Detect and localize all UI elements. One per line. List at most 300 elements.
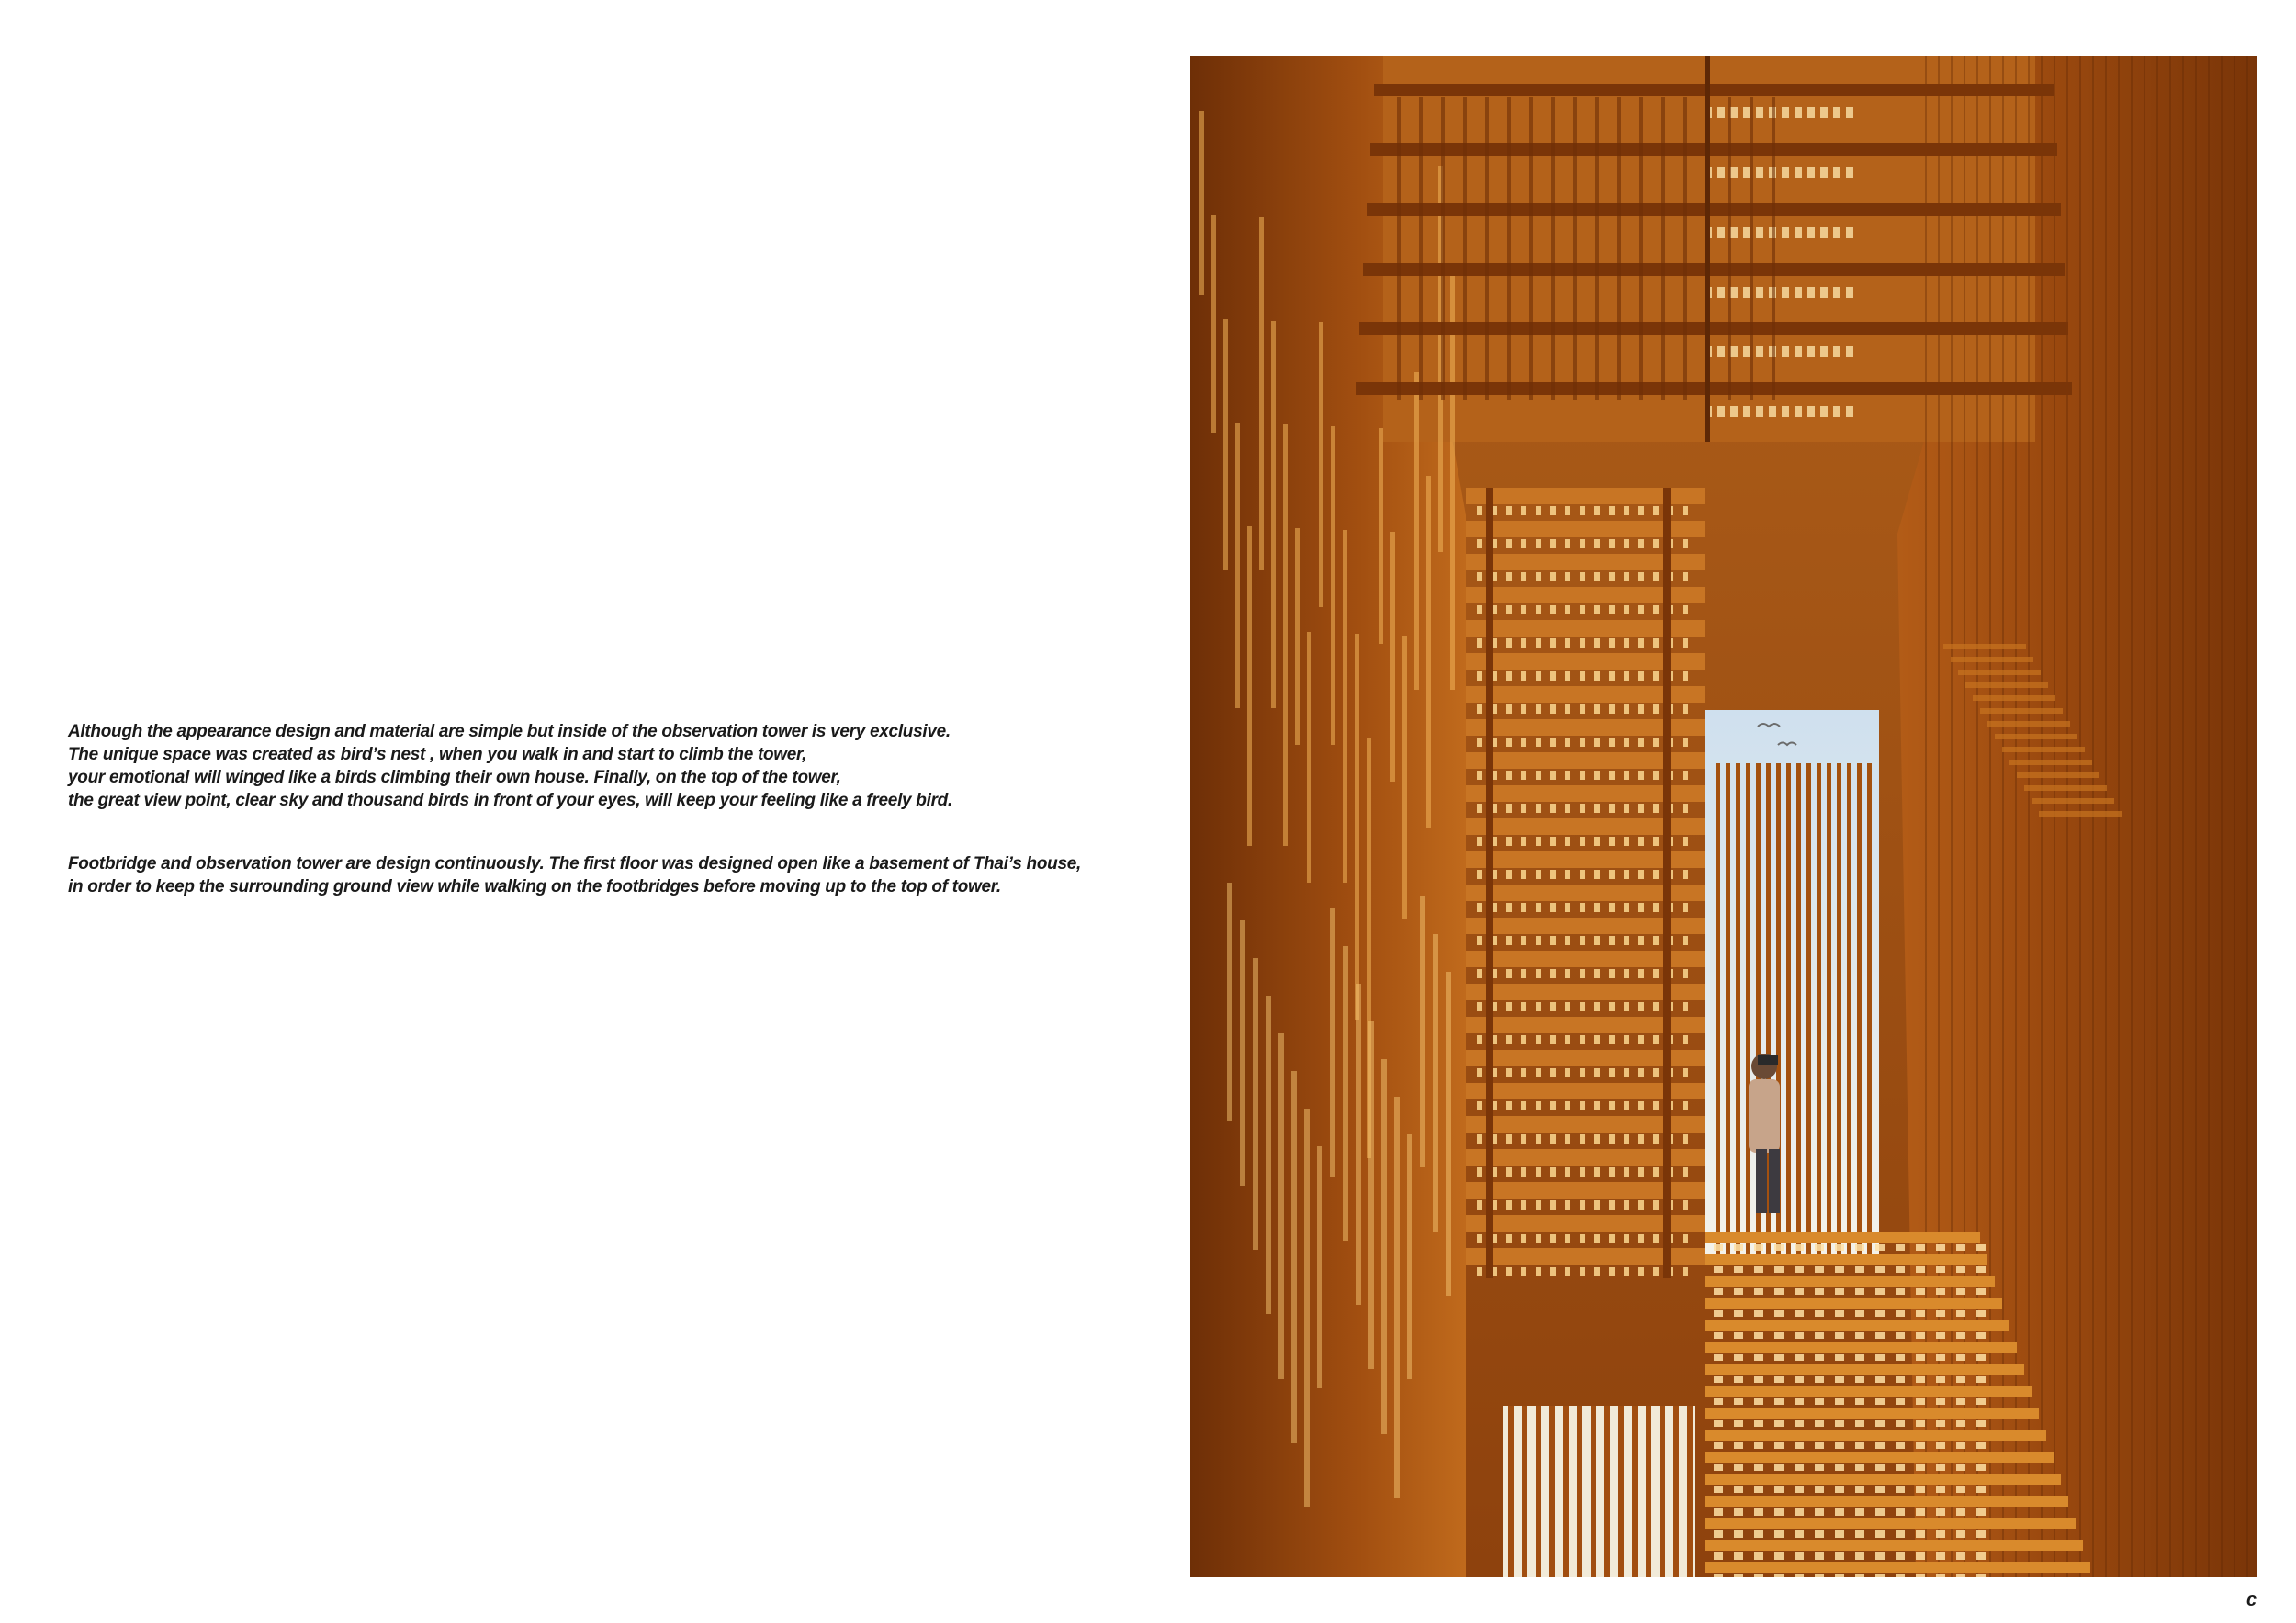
lower-stair-sunlight [1956,1266,1965,1273]
stair-light-gap [1580,1267,1585,1276]
lower-stair-sunlight [1754,1530,1763,1538]
stair-light-gap [1609,1167,1615,1177]
left-wall-slat-light [1402,636,1407,919]
lower-stair-sunlight [1774,1354,1784,1361]
stair-light-gap [1683,771,1688,780]
ceiling-light-gap [1782,227,1789,238]
stair-light-gap [1550,1134,1556,1144]
stair-light-gap [1550,837,1556,846]
stair-light-gap [1506,771,1512,780]
lower-stair-sunlight [1936,1486,1945,1493]
stair-light-gap [1536,1267,1541,1276]
lower-stair-sunlight [1714,1244,1723,1251]
stair-light-gap [1521,1234,1526,1243]
ceiling-light-gap [1782,346,1789,357]
stair-light-gap [1624,1068,1629,1077]
lower-stair-tread [1705,1298,2002,1309]
stair-light-gap [1521,539,1526,548]
lower-stair-sunlight [1855,1376,1864,1383]
stair-light-gap [1477,870,1482,879]
stair-light-gap [1580,539,1585,548]
stair-light-gap [1477,1200,1482,1210]
stair-stringer [1486,488,1493,1278]
lower-stair-sunlight [1896,1574,1905,1577]
stair-light-gap [1638,936,1644,945]
stair-light-gap [1609,738,1615,747]
lower-stair-sunlight [1714,1354,1723,1361]
page-letter: c [2246,1590,2257,1610]
lower-stair-sunlight [1714,1508,1723,1516]
lower-stair-sunlight [1896,1266,1905,1273]
stair-light-gap [1624,1234,1629,1243]
ceiling-light-gap [1730,287,1738,298]
lower-stair-sunlight [1896,1354,1905,1361]
stair-light-gap [1638,771,1644,780]
right-wall-ledge [1980,708,2063,714]
stair-light-gap [1536,1035,1541,1044]
window-slat [1726,763,1730,1259]
window-slat [1847,763,1851,1259]
stair-light-gap [1683,671,1688,681]
stair-light-gap [1580,969,1585,978]
lower-stair-tread [1705,1386,2032,1397]
ground-slat [1673,1406,1679,1577]
stair-light-gap [1550,605,1556,614]
stair-light-gap [1609,671,1615,681]
stair-light-gap [1638,969,1644,978]
stair-light-gap [1550,1002,1556,1011]
lower-stair-sunlight [1714,1376,1723,1383]
stair-light-gap [1477,704,1482,714]
right-wall-slat-line [2144,56,2145,1577]
stair-light-gap [1521,870,1526,879]
lower-stair-sunlight [1936,1552,1945,1560]
stair-light-gap [1550,1035,1556,1044]
stair-light-gap [1550,1200,1556,1210]
lower-stair-sunlight [1936,1464,1945,1471]
stair-light-gap [1521,572,1526,581]
ground-slat [1522,1406,1527,1577]
right-wall-ledge [1973,695,2055,701]
left-wall-slat-light [1307,632,1311,883]
ceiling-light-gap [1846,287,1853,298]
stair-light-gap [1683,704,1688,714]
ceiling-light-gap [1756,346,1763,357]
stair-light-gap [1638,1234,1644,1243]
stair-light-gap [1550,936,1556,945]
stair-light-gap [1609,1234,1615,1243]
ceiling-light-gap [1807,406,1815,417]
lower-stair-sunlight [1896,1530,1905,1538]
ceiling-light-gap [1820,287,1828,298]
stair-light-gap [1550,804,1556,813]
stair-light-gap [1565,1167,1570,1177]
lower-stair-sunlight [1936,1244,1945,1251]
stair-light-gap [1506,1267,1512,1276]
stair-light-gap [1536,771,1541,780]
lower-stair-sunlight [1976,1552,1986,1560]
lower-stair-sunlight [1774,1530,1784,1538]
ceiling-light-gap [1833,346,1840,357]
stair-light-gap [1477,1101,1482,1110]
ceiling-slat [1485,97,1489,400]
stair-light-gap [1536,903,1541,912]
right-wall-slat-line [2156,56,2158,1577]
lower-stair-tread [1705,1540,2083,1551]
stair-light-gap [1536,605,1541,614]
paragraph-1-line: your emotional will winged like a birds climbing their own house. Finally, on the top of the tower, [68,768,841,787]
lower-stair-sunlight [1916,1376,1925,1383]
stair-light-gap [1683,572,1688,581]
lower-stair-sunlight [1835,1464,1844,1471]
window-slat [1827,763,1831,1259]
stair-light-gap [1594,804,1600,813]
ceiling-beam [1370,143,2057,156]
right-wall-ledge [2017,772,2099,778]
stair-light-gap [1594,539,1600,548]
paragraph-2-line: Footbridge and observation tower are design continuously. The first floor was designed open like a basement of Thai’s house, [68,854,1081,873]
stair-light-gap [1506,969,1512,978]
left-wall-slat-light [1304,1109,1310,1507]
lower-stair-sunlight [1774,1266,1784,1273]
stair-light-gap [1594,771,1600,780]
stair-light-gap [1653,804,1659,813]
ceiling-light-gap [1795,346,1802,357]
stair-light-gap [1683,1167,1688,1177]
lower-stair-sunlight [1754,1574,1763,1577]
stair-light-gap [1550,572,1556,581]
stair-light-gap [1536,870,1541,879]
lower-stair-sunlight [1916,1420,1925,1427]
paragraph-2 [68,852,1115,898]
stair-light-gap [1638,1035,1644,1044]
stair-light-gap [1506,1134,1512,1144]
left-wall-slat-light [1271,321,1276,708]
stair-light-gap [1506,1167,1512,1177]
ground-slat [1549,1406,1555,1577]
ceiling-light-gap [1795,167,1802,178]
stair-light-gap [1506,572,1512,581]
window-slat [1857,763,1862,1259]
right-wall-ledge [1958,670,2041,675]
stair-light-gap [1580,671,1585,681]
stair-light-gap [1580,1200,1585,1210]
lower-stair-sunlight [1976,1420,1986,1427]
ground-slat [1508,1406,1514,1577]
lower-stair-sunlight [1896,1376,1905,1383]
lower-stair-sunlight [1875,1464,1885,1471]
stair-light-gap [1624,1167,1629,1177]
lower-stair-sunlight [1875,1354,1885,1361]
stair-light-gap [1638,506,1644,515]
stair-light-gap [1580,1035,1585,1044]
stair-light-gap [1477,1167,1482,1177]
lower-stair-sunlight [1875,1420,1885,1427]
lower-stair-sunlight [1916,1574,1925,1577]
left-wall-slat-light [1319,322,1323,607]
lower-stair-sunlight [1875,1486,1885,1493]
lower-stair-sunlight [1916,1464,1925,1471]
stair-light-gap [1594,1267,1600,1276]
lower-stair-sunlight [1976,1332,1986,1339]
lower-stair-sunlight [1734,1464,1743,1471]
stair-light-gap [1594,969,1600,978]
lower-stair-sunlight [1795,1354,1804,1361]
lower-stair-sunlight [1734,1486,1743,1493]
lower-stair-sunlight [1855,1574,1864,1577]
lower-stair-sunlight [1714,1464,1723,1471]
lower-stair-sunlight [1956,1464,1965,1471]
ceiling-light-gap [1730,107,1738,118]
lower-stair-sunlight [1956,1530,1965,1538]
stair-light-gap [1506,837,1512,846]
stair-light-gap [1624,969,1629,978]
lower-stair-tread [1705,1342,2017,1353]
lower-stair-sunlight [1956,1508,1965,1516]
stair-light-gap [1565,539,1570,548]
stair-light-gap [1609,936,1615,945]
left-wall-slat-light [1331,426,1335,745]
stair-light-gap [1609,903,1615,912]
left-wall-slat-light [1356,984,1361,1305]
lower-stair-sunlight [1936,1442,1945,1449]
lower-stair-sunlight [1795,1486,1804,1493]
lower-stair-sunlight [1875,1266,1885,1273]
lower-stair-sunlight [1815,1398,1824,1405]
lower-stair-sunlight [1714,1486,1723,1493]
ceiling-light-gap [1846,167,1853,178]
stair-light-gap [1565,903,1570,912]
stair-light-gap [1624,1200,1629,1210]
stair-light-gap [1565,936,1570,945]
stair-light-gap [1683,539,1688,548]
lower-stair-sunlight [1956,1486,1965,1493]
lower-stair-sunlight [1714,1442,1723,1449]
stair-light-gap [1653,1101,1659,1110]
stair-light-gap [1683,1068,1688,1077]
ceiling-slat [1617,97,1621,400]
ceiling-beam [1374,84,2054,96]
stair-light-gap [1550,1068,1556,1077]
lower-stair-sunlight [1734,1288,1743,1295]
lower-stair-sunlight [1896,1486,1905,1493]
ceiling-light-gap [1756,227,1763,238]
left-wall-slat-light [1381,1059,1387,1434]
lower-stair-sunlight [1916,1442,1925,1449]
stair-light-gap [1536,1101,1541,1110]
stair-light-gap [1594,704,1600,714]
stair-light-gap [1536,1134,1541,1144]
lower-stair-sunlight [1714,1574,1723,1577]
stair-light-gap [1506,1035,1512,1044]
lower-stair-sunlight [1956,1310,1965,1317]
stair-light-gap [1521,1200,1526,1210]
stair-light-gap [1653,1035,1659,1044]
ceiling-light-gap [1833,287,1840,298]
stair-light-gap [1477,638,1482,648]
stair-light-gap [1580,870,1585,879]
lower-stair-tread [1705,1254,1987,1265]
stair-light-gap [1580,572,1585,581]
ceiling-slat [1441,97,1445,400]
left-wall-slat-light [1426,476,1431,828]
stair-light-gap [1624,506,1629,515]
left-wall-slat-light [1433,934,1438,1232]
stair-light-gap [1624,1101,1629,1110]
right-wall-slat-line [2221,56,2223,1577]
ceiling-light-gap [1795,287,1802,298]
lower-stair-sunlight [1714,1398,1723,1405]
lower-stair-sunlight [1976,1354,1986,1361]
stair-light-gap [1683,1035,1688,1044]
stair-light-gap [1594,870,1600,879]
stair-light-gap [1638,638,1644,648]
ceiling-light-gap [1717,107,1725,118]
lower-stair-sunlight [1976,1376,1986,1383]
lower-stair-sunlight [1754,1486,1763,1493]
stair-light-gap [1477,1267,1482,1276]
lower-stair-sunlight [1896,1398,1905,1405]
lower-stair-sunlight [1734,1266,1743,1273]
stair-light-gap [1594,1200,1600,1210]
stair-light-gap [1653,671,1659,681]
stair-light-gap [1506,903,1512,912]
lower-stair-sunlight [1956,1244,1965,1251]
ceiling-slat [1772,97,1775,400]
ceiling-light-gap [1833,406,1840,417]
left-wall-slat-light [1223,319,1228,570]
stair-light-gap [1683,1101,1688,1110]
stair-light-gap [1580,837,1585,846]
ceiling-light-gap [1807,107,1815,118]
ceiling-light-gap [1846,406,1853,417]
stair-light-gap [1550,539,1556,548]
stair-light-gap [1638,903,1644,912]
lower-stair-tread [1705,1364,2024,1375]
lower-stair-sunlight [1795,1266,1804,1273]
ceiling-light-gap [1795,406,1802,417]
lower-stair-sunlight [1936,1530,1945,1538]
stair-light-gap [1594,1068,1600,1077]
ceiling-light-gap [1807,167,1815,178]
stair-light-gap [1653,738,1659,747]
stair-light-gap [1506,804,1512,813]
stair-light-gap [1477,1002,1482,1011]
ceiling-light-gap [1717,287,1725,298]
lower-stair-sunlight [1774,1486,1784,1493]
lower-stair-sunlight [1774,1442,1784,1449]
stair-light-gap [1536,1167,1541,1177]
ceiling-light-gap [1756,167,1763,178]
stair-light-gap [1609,804,1615,813]
stair-light-gap [1653,1134,1659,1144]
stair-light-gap [1609,638,1615,648]
stair-light-gap [1477,804,1482,813]
lower-stair-sunlight [1976,1508,1986,1516]
stair-light-gap [1638,1267,1644,1276]
stair-light-gap [1683,738,1688,747]
stair-light-gap [1565,572,1570,581]
stair-light-gap [1653,506,1659,515]
ceiling-slat [1419,97,1423,400]
ceiling-light-gap [1743,406,1750,417]
window-slat [1716,763,1720,1259]
lower-stair-sunlight [1875,1530,1885,1538]
lower-stair-sunlight [1855,1420,1864,1427]
lower-stair-sunlight [1916,1398,1925,1405]
stair-light-gap [1580,903,1585,912]
lower-stair-sunlight [1875,1442,1885,1449]
lower-stair-sunlight [1936,1508,1945,1516]
lower-stair-sunlight [1815,1508,1824,1516]
stair-light-gap [1653,903,1659,912]
ceiling-light-gap [1730,167,1738,178]
ceiling-light-gap [1807,346,1815,357]
lower-stair-tread [1705,1320,2009,1331]
window-slat [1736,763,1740,1259]
window-slat [1796,763,1801,1259]
stair-light-gap [1536,1002,1541,1011]
left-wall-slat-light [1390,532,1395,782]
stair-light-gap [1536,638,1541,648]
left-wall-slat-light [1420,896,1425,1167]
lower-stair-sunlight [1714,1332,1723,1339]
stair-light-gap [1477,936,1482,945]
stair-light-gap [1609,771,1615,780]
stair-light-gap [1653,704,1659,714]
stair-light-gap [1536,936,1541,945]
stair-light-gap [1565,837,1570,846]
lower-stair-sunlight [1835,1332,1844,1339]
lower-stair-sunlight [1916,1508,1925,1516]
ceiling-light-gap [1782,107,1789,118]
stair-light-gap [1594,1035,1600,1044]
stair-light-gap [1580,506,1585,515]
lower-stair-sunlight [1795,1530,1804,1538]
stair-light-gap [1477,539,1482,548]
stair-light-gap [1477,837,1482,846]
lower-stair-sunlight [1936,1420,1945,1427]
stair-light-gap [1609,1134,1615,1144]
stair-light-gap [1550,870,1556,879]
stair-light-gap [1506,1234,1512,1243]
stair-light-gap [1565,1068,1570,1077]
lower-stair-sunlight [1734,1354,1743,1361]
ceiling-light-gap [1743,227,1750,238]
stair-light-gap [1638,837,1644,846]
lower-stair-sunlight [1875,1398,1885,1405]
stair-light-gap [1580,1101,1585,1110]
right-wall-ledge [2024,785,2107,791]
paragraph-1-line: Although the appearance design and material are simple but inside of the observation tower is very exclusive. [68,722,951,741]
stair-light-gap [1609,870,1615,879]
stair-light-gap [1624,837,1629,846]
stair-light-gap [1638,1002,1644,1011]
ceiling-light-gap [1769,406,1776,417]
stair-light-gap [1521,936,1526,945]
stair-light-gap [1653,771,1659,780]
lower-stair-sunlight [1835,1398,1844,1405]
stair-light-gap [1624,572,1629,581]
stair-light-gap [1594,1101,1600,1110]
lower-stair-sunlight [1855,1552,1864,1560]
lower-stair-sunlight [1754,1398,1763,1405]
right-wall-slat-line [2028,56,2030,1577]
stair-light-gap [1638,539,1644,548]
stair-light-gap [1565,671,1570,681]
ceiling-slat [1661,97,1665,400]
stair-light-gap [1477,1035,1482,1044]
